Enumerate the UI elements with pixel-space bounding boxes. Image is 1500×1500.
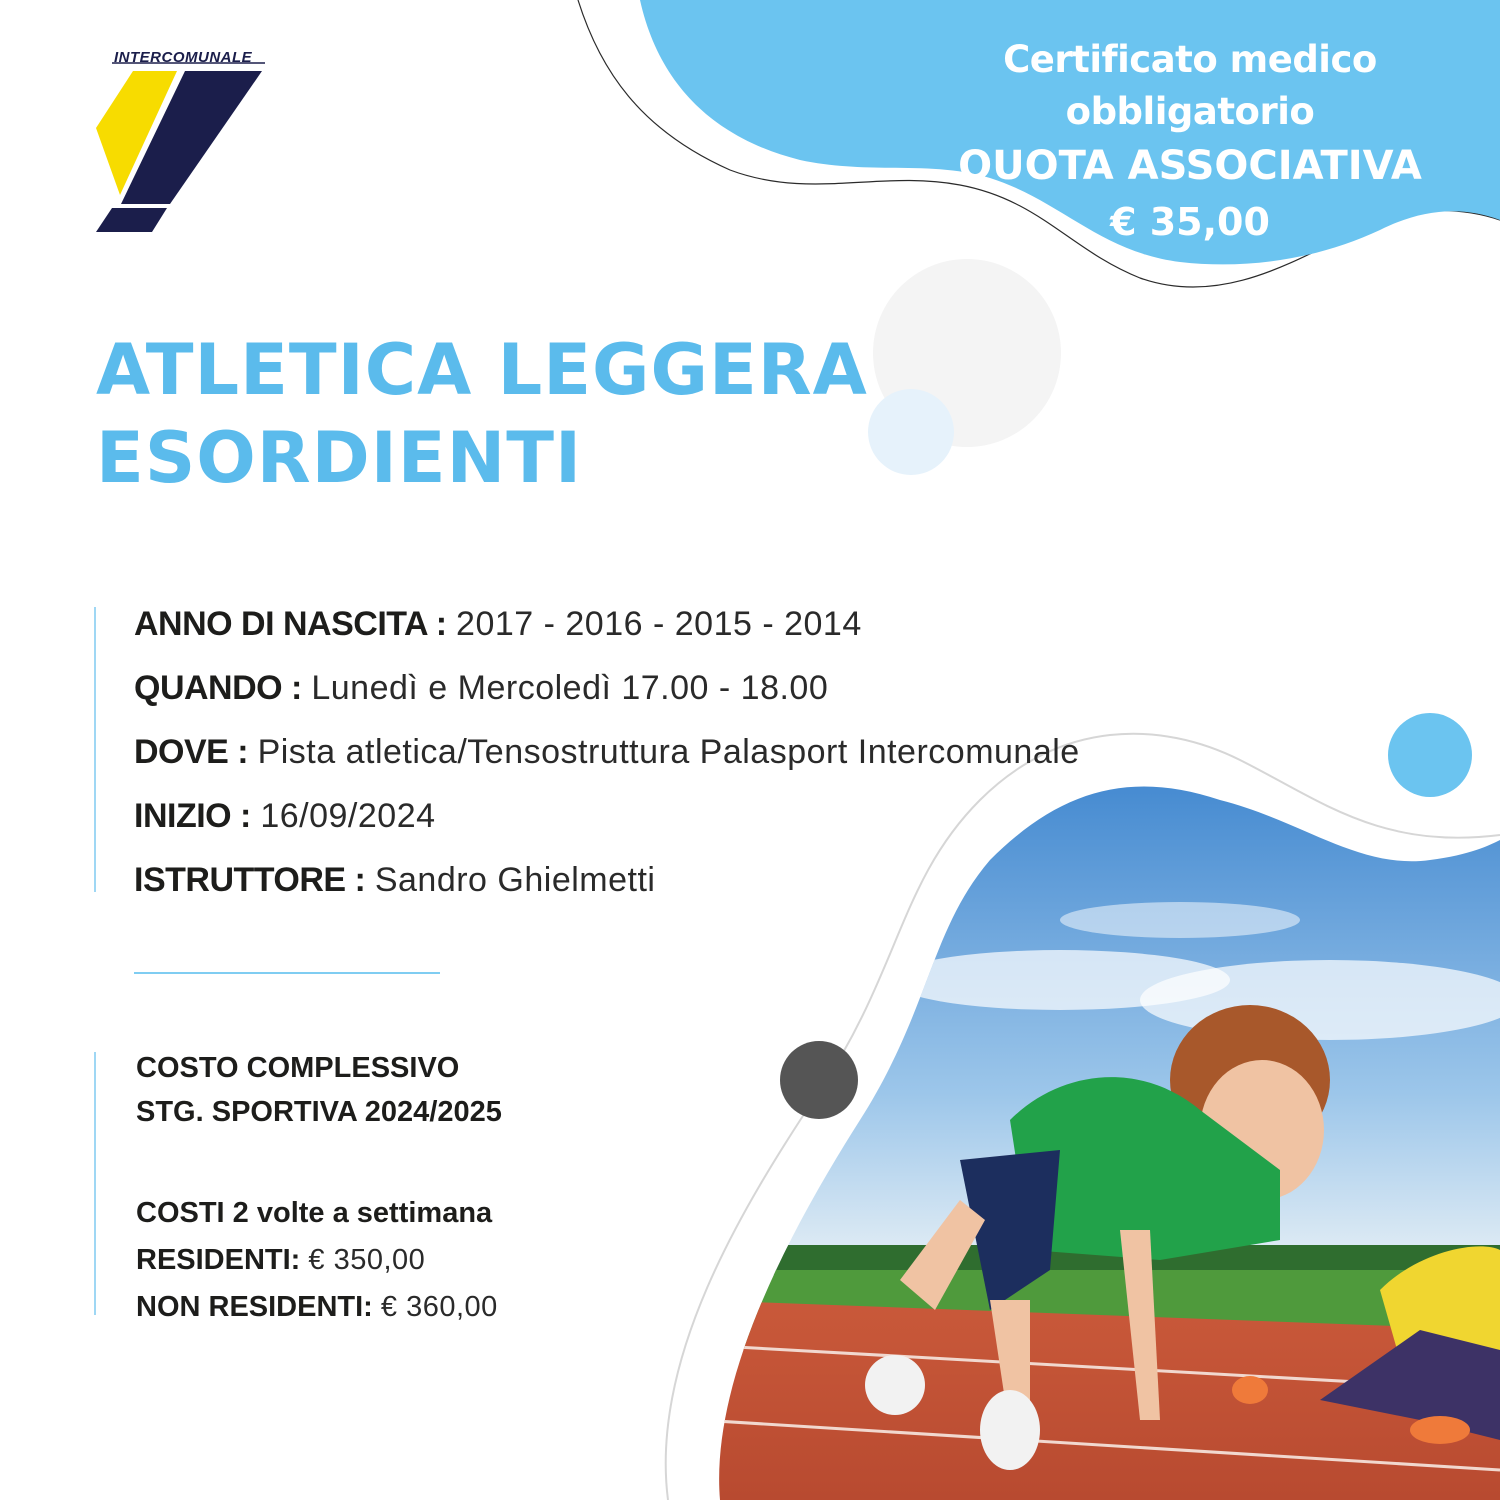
residents-label: RESIDENTI: <box>136 1244 301 1276</box>
info-label: ISTRUTTORE : <box>134 861 366 899</box>
info-row-start <box>134 792 1080 856</box>
faint-circle-small <box>868 389 954 475</box>
blue-dot <box>1388 713 1472 797</box>
divider <box>134 972 440 974</box>
cost-title-line-1: COSTO COMPLESSIVO <box>136 1052 460 1084</box>
price-residents <box>136 1237 498 1284</box>
info-label: INIZIO : <box>134 797 251 835</box>
logo-mark <box>96 63 265 232</box>
price-non-residents <box>136 1284 498 1331</box>
fee-banner <box>900 34 1480 250</box>
page-title <box>96 326 868 502</box>
info-label: ANNO DI NASCITA : <box>134 605 447 643</box>
cost-frequency: COSTI 2 volte a settimana <box>136 1197 493 1229</box>
membership-fee-amount: € 35,00 <box>1110 200 1270 244</box>
logo-navy-base <box>96 208 167 232</box>
membership-fee-label: QUOTA ASSOCIATIVA <box>958 143 1422 189</box>
info-value: 16/09/2024 <box>260 797 436 835</box>
info-row-when <box>134 664 1080 728</box>
info-row-where <box>134 728 1080 792</box>
info-row-instructor <box>134 856 1080 920</box>
info-value: Lunedì e Mercoledì 17.00 - 18.00 <box>311 669 829 707</box>
info-label: DOVE : <box>134 733 249 771</box>
title-line-1: ATLETICA LEGGERA <box>96 329 868 411</box>
residents-price: € 350,00 <box>308 1244 426 1276</box>
cost-title-line-2: STG. SPORTIVA 2024/2025 <box>136 1096 502 1128</box>
info-value: Pista atletica/Tensostruttura Palasport Intercomunale <box>257 733 1080 771</box>
non-residents-price: € 360,00 <box>380 1291 498 1323</box>
dark-dot <box>780 1041 858 1119</box>
info-value: 2017 - 2016 - 2015 - 2014 <box>456 605 862 643</box>
title-line-2: ESORDIENTI <box>96 417 582 499</box>
info-row-birth-year <box>134 600 1080 664</box>
price-list <box>136 1190 498 1331</box>
total-cost-heading <box>136 1046 502 1134</box>
course-info-list <box>134 600 1080 920</box>
info-label: QUANDO : <box>134 669 302 707</box>
non-residents-label: NON RESIDENTI: <box>136 1291 373 1323</box>
logo-text: INTERCOMUNALE <box>114 49 253 66</box>
medical-certificate-note: Certificato medico obbligatorio <box>1003 38 1377 133</box>
info-value: Sandro Ghielmetti <box>374 861 656 899</box>
